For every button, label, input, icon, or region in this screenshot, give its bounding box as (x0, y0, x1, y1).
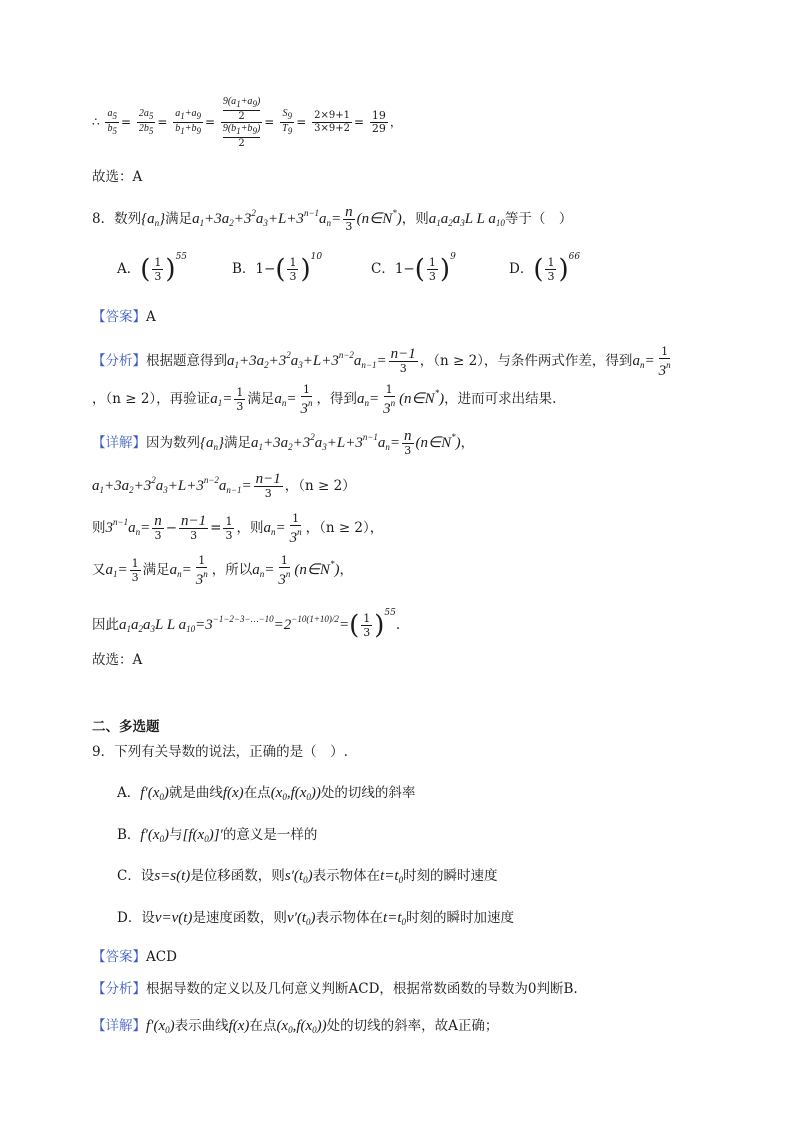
opt-d-1: 是速度函数，则 (192, 910, 287, 926)
fprime-x0: $f'(x_0)$ (140, 827, 170, 844)
product-expr: $a_1a_2a_3L$ L $a_{10}$ (428, 211, 505, 228)
frac-19-29: $\frac{19}{29}$ (371, 109, 386, 135)
q7-choice: 故选：A (92, 169, 143, 185)
q8-stem-c: ，则 (401, 211, 429, 227)
s-eq-st: s=s(t) (154, 868, 191, 884)
a1-eq: $a_1=$ (210, 391, 233, 408)
paren: ) (300, 254, 311, 285)
q8-number: 8． (92, 211, 115, 227)
bracket-f-x0-prime: $[f(x_0)]'$ (182, 827, 223, 844)
frac-s9-t9: $\frac{S9}{T9}$ (282, 108, 293, 136)
frac-nested-9: 9(a1+a9) 2 9(b1+b9) 2 (222, 96, 261, 149)
n-in-N: (n∈N*) (399, 388, 445, 407)
opt-d-3: 时刻的瞬时加速度 (406, 910, 515, 926)
frac-n-1-3: $\frac{n-1}{3}$ (181, 513, 207, 542)
q8-stem-d: 等于（ ） (504, 211, 573, 227)
q9-option-c[interactable] (117, 866, 498, 890)
frac-1-3n: $\frac{1}{3^n}$ (289, 512, 302, 546)
exp-55: 55 (384, 608, 396, 618)
paren: ) (374, 610, 385, 641)
frac-1-3: $\frac{1}{3}$ (428, 256, 436, 283)
expr-3n1-an: $3^{n-1}a_n=$ (105, 517, 151, 537)
eq-ratio-line: ∴ $\frac{a5}{b5}$ = $\frac{2a5}{2b5}$ = $\frac{a1+a9}{b1+b9}$ = 9(a1+a9) 2 9(b1+b9) 2 = $\frac{S9}{T9}$ = $\frac{2\times 9+1}{3\times 9+2}$ = $\frac{19}{29}$ ， (92, 96, 402, 149)
an-eq: $a_n=$ (263, 520, 286, 537)
detail-4c: ，所以 (211, 562, 253, 578)
an-eq: $a_n=$ (632, 353, 655, 370)
n-in-N: (n∈N*) (294, 559, 340, 578)
an-eq: $a_n=$ (274, 391, 297, 408)
q8-detail-line5: 因此$a_1a_2a_3L$ L $a_{10}=3^{-1-2-3-\dots-10}=2^{-10(1+10)/2}=$( $\frac{1}{3}$ )$^{55}$. (92, 608, 401, 641)
f-x: f(x) (228, 1018, 250, 1034)
analysis-text: 根据导数的定义以及几何意义判断ACD，根据常数函数的导数为0判断B. (146, 981, 578, 997)
detail-3a: 则 (92, 520, 106, 536)
frac-1-3: $\frac{1}{3}$ (547, 256, 555, 283)
expr-sum-n-1: $a_1+3a_2+3^2a_3+L+3^{n-2}a_{n-1}=$ (227, 350, 387, 370)
frac-a1a9: $\frac{a1+a9}{b1+b9}$ (175, 108, 201, 136)
q8-option-d[interactable] (509, 252, 580, 285)
point-x0-fx0: $(x_0,f(x_0))$ (276, 1018, 327, 1035)
q9-option-a[interactable] (117, 783, 415, 807)
paren: ( (275, 254, 286, 285)
detail-label: 【详解】 (92, 1018, 146, 1034)
exp-55: 55 (175, 252, 188, 262)
f-x: f(x) (222, 785, 244, 801)
point-x0-fx0: $(x_0,f(x_0))$ (270, 785, 321, 802)
frac-1-3n: $\frac{1}{3^n}$ (383, 383, 396, 417)
frac-1-3: $\frac{1}{3}$ (225, 515, 233, 542)
paren: ( (349, 610, 360, 641)
t-eq-t0: $t=t_0$ (383, 910, 407, 927)
frac-1-3: $\frac{1}{3}$ (289, 256, 297, 283)
opt-c-2: 表示物体在 (312, 868, 381, 884)
answer-label: 【答案】 (92, 949, 146, 965)
analysis-1a: 根据题意得到 (146, 353, 227, 369)
detail-4a: 又 (92, 562, 106, 578)
seq-sum-expr: $a_1+3a_2+3^2a_3+L+3^{n-1}a_n=$ (251, 432, 401, 452)
n-in-N: (n∈N*) (356, 208, 402, 227)
detail-label: 【详解】 (92, 435, 146, 451)
q9-option-d[interactable] (117, 908, 514, 932)
frac-1-3n: $\frac{1}{3^n}$ (658, 345, 671, 379)
opt-d-label: D．设 (117, 910, 155, 926)
seq-sum-expr: $a_1+3a_2+3^2a_3+L+3^{n-1}a_n=$ (192, 208, 342, 228)
detail-1b: 满足 (224, 435, 251, 451)
paren: ( (140, 254, 151, 285)
paren: ( (414, 254, 425, 285)
analysis-label: 【分析】 (92, 353, 146, 369)
analysis-2c: ，得到 (316, 391, 357, 407)
frac-2a5-2b5: $\frac{2a5}{2b5}$ (138, 108, 154, 136)
q8-option-b[interactable]: B．1−( $\frac{1}{3}$ )$^{10}$ (232, 252, 323, 285)
q9-analysis (92, 979, 578, 999)
analysis-2b: 满足 (247, 391, 275, 407)
q8-answer (92, 307, 156, 327)
opt-a-label: A． (117, 785, 141, 801)
fprime-x0: $f'(x_0)$ (146, 1018, 175, 1035)
detail-3c: ，（n ≥ 2）， (305, 520, 384, 536)
seq-an: $\{a_n\}$ (141, 211, 166, 228)
q9-detail (92, 1016, 498, 1040)
detail-5a: 因此 (92, 617, 119, 633)
paren: ) (439, 254, 451, 285)
answer-value: ACD (146, 949, 177, 965)
opt-b-label: B． (117, 827, 141, 843)
frac-n-3: $\frac{n}{3}$ (154, 513, 162, 542)
opt-a-3: 处的切线的斜率 (320, 785, 416, 801)
expr-sum-n-1: $a_1+3a_2+3^2a_3+L+3^{n-2}a_{n-1}=$ (92, 475, 252, 495)
exp-66: 66 (568, 252, 581, 262)
detail-2-tail: ，（n ≥ 2） (284, 478, 356, 494)
detail-4b: 满足 (142, 562, 170, 578)
q8-option-c[interactable]: C．1−( $\frac{1}{3}$ )$^9$ (371, 252, 456, 285)
section-multi-choice: 二、多选题 (92, 719, 160, 735)
analysis-label: 【分析】 (92, 981, 146, 997)
q9-answer (92, 947, 177, 967)
opt-a-1: 就是曲线 (168, 785, 223, 801)
frac-a5-b5: $\frac{a5}{b5}$ (107, 108, 117, 136)
product-expr: $a_1a_2a_3L$ L $a_{10}=3^{-1-2-3-\dots-10}=2^{-10(1+10)/2}=$ (119, 614, 350, 634)
an-eq: $a_n=$ (252, 562, 275, 579)
opt-b-label: B． (232, 261, 256, 277)
detail-2: 在点 (249, 1018, 277, 1034)
paren: ) (165, 254, 176, 285)
t-eq-t0: $t=t_0$ (380, 868, 404, 885)
v-eq-vt: v=v(t) (154, 910, 193, 926)
frac-2x9: $\frac{2\times 9+1}{3\times 9+2}$ (314, 110, 350, 134)
detail-3: 处的切线的斜率，故A正确； (326, 1018, 499, 1034)
answer-value: A (146, 309, 156, 325)
frac-n-3: $\frac{n}{3}$ (404, 428, 412, 457)
q9-option-b[interactable] (117, 825, 317, 849)
opt-c-1: 是位移函数，则 (190, 868, 285, 884)
q8-detail-line2 (92, 470, 356, 500)
detail-1: 表示曲线 (174, 1018, 229, 1034)
analysis-2d: ，进而可求出结果. (444, 391, 557, 407)
sprime-t0: $s'(t_0)$ (284, 868, 313, 885)
q8-stem-b: 满足 (165, 211, 193, 227)
q8-detail-line1: 【详解】因为数列$\{a_n\}$满足$a_1+3a_2+3^2a_3+L+3^{n-1}a_n=$ $\frac{n}{3}$ (n∈N*)， (92, 428, 475, 457)
opt-d-label: D． (509, 261, 534, 277)
analysis-1b: ，（n ≥ 2），与条件两式作差，得到 (419, 353, 633, 369)
frac-1-3n: $\frac{1}{3^n}$ (195, 554, 208, 588)
opt-b-2: 的意义是一样的 (222, 827, 318, 843)
q8-stem (92, 203, 572, 233)
an-eq: $a_n=$ (356, 391, 380, 408)
opt-d-2: 表示物体在 (315, 910, 384, 926)
q8-option-a[interactable] (117, 252, 187, 285)
q8-analysis-line2 (92, 383, 556, 416)
opt-a-2: 在点 (243, 785, 271, 801)
frac-1-3: $\frac{1}{3}$ (236, 386, 244, 413)
an-eq: $a_n=$ (169, 562, 192, 579)
n-in-N: (n∈N*) (415, 432, 461, 451)
opt-b-1: 与 (169, 827, 183, 843)
frac-1-3: $\frac{1}{3}$ (154, 256, 162, 283)
frac-1-3: $\frac{1}{3}$ (131, 557, 139, 584)
opt-c-3: 时刻的瞬时速度 (403, 868, 498, 884)
frac-n-3: $\frac{n}{3}$ (345, 204, 353, 233)
exp-9: 9 (450, 252, 456, 262)
fprime-x0: $f'(x_0)$ (140, 785, 169, 802)
q8-choice: 故选：A (92, 652, 143, 668)
answer-label: 【答案】 (92, 309, 146, 325)
comma: ， (389, 115, 402, 129)
vprime-t0: $v'(t_0)$ (286, 910, 316, 927)
opt-a-label: A． (117, 261, 141, 277)
frac-n-1-3: $\frac{n-1}{3}$ (390, 346, 416, 375)
paren: ( (533, 254, 544, 285)
seq-an: $\{a_n\}$ (200, 435, 224, 452)
a1-eq: $a_1=$ (105, 562, 128, 579)
frac-1-3n: $\frac{1}{3^n}$ (278, 554, 291, 588)
opt-c-label: C．设 (117, 868, 155, 884)
frac-1-3: $\frac{1}{3}$ (363, 612, 371, 639)
q8-detail-line3: 则$3^{n-1}a_n=$ $\frac{n}{3}$ − $\frac{n-1}{3}$ = $\frac{1}{3}$ ，则$a_n=$ $\frac{1}{3^n}$ ，（n ≥ 2）， (92, 512, 384, 546)
analysis-2a: ，（n ≥ 2），再验证 (92, 391, 211, 407)
frac-1-3n: $\frac{1}{3^n}$ (300, 383, 313, 417)
detail-1a: 因为数列 (146, 435, 200, 451)
q8-detail-line4: 又$a_1=$ $\frac{1}{3}$ 满足$a_n=$ $\frac{1}{3^n}$ ，所以$a_n=$ $\frac{1}{3^n}$ (n∈N*)， (92, 554, 353, 588)
exp-10: 10 (310, 252, 323, 262)
therefore-symbol: ∴ (92, 115, 100, 129)
q8-analysis-line1 (92, 345, 675, 378)
opt-c-label: C． (371, 261, 395, 277)
q9-stem: 9．下列有关导数的说法，正确的是（ ）. (92, 744, 348, 760)
frac-n-1-3: $\frac{n-1}{3}$ (255, 471, 281, 500)
detail-3b: ，则 (236, 520, 264, 536)
paren: ) (558, 254, 569, 285)
q8-stem-a: 数列 (114, 211, 142, 227)
